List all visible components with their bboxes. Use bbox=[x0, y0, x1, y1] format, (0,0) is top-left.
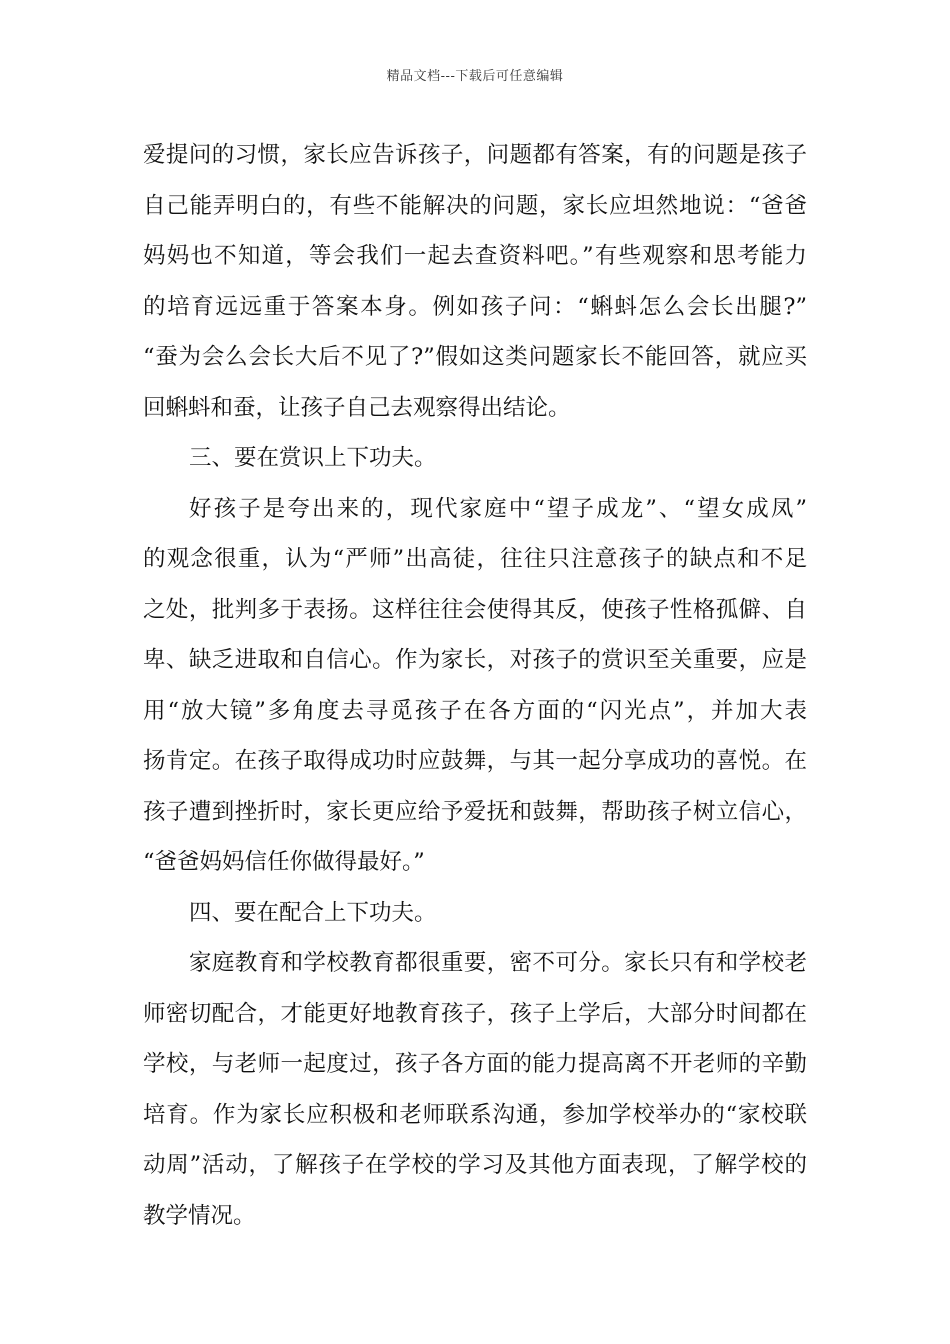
text-line: 扬肯定。在孩子取得成功时应鼓舞，与其一起分享成功的喜悦。在 bbox=[143, 748, 807, 774]
section-heading-4: 四、要在配合上下功夫。 bbox=[189, 899, 437, 926]
text-line: 培育。作为家长应积极和老师联系沟通，参加学校举办的“家校联 bbox=[143, 1101, 807, 1128]
text-line: 回蝌蚪和蚕，让孩子自己去观察得出结论。 bbox=[143, 394, 571, 421]
paragraph-start: 家庭教育和学校教育都很重要，密不可分。家长只有和学校老 bbox=[189, 950, 807, 976]
section-heading-3: 三、要在赏识上下功夫。 bbox=[189, 445, 437, 471]
text-line: 师密切配合，才能更好地教育孩子，孩子上学后，大部分时间都在 bbox=[143, 1000, 807, 1027]
text-line: 爱提问的习惯，家长应告诉孩子，问题都有答案，有的问题是孩子 bbox=[143, 142, 807, 168]
text-line: 的培育远远重于答案本身。例如孩子问：“蝌蚪怎么会长出腿?” bbox=[143, 293, 807, 320]
text-line: 妈妈也不知道，等会我们一起去查资料吧。”有些观察和思考能力 bbox=[143, 243, 807, 269]
text-line: 孩子遭到挫折时，家长更应给予爱抚和鼓舞，帮助孩子树立信心， bbox=[143, 798, 807, 825]
text-line: 自己能弄明白的，有些不能解决的问题，家长应坦然地说：“爸爸 bbox=[143, 192, 807, 219]
text-line: 教学情况。 bbox=[143, 1202, 256, 1229]
page-header: 精品文档---下载后可任意编辑 bbox=[386, 69, 564, 84]
body-text bbox=[143, 130, 807, 1241]
text-line: 动周”活动，了解孩子在学校的学习及其他方面表现，了解学校的 bbox=[143, 1152, 807, 1178]
text-line: 用“放大镜”多角度去寻觅孩子在各方面的“闪光点”，并加大表 bbox=[143, 697, 807, 724]
text-line: 的观念很重，认为“严师”出高徒，往往只注意孩子的缺点和不足 bbox=[143, 546, 807, 572]
text-line: “蚕为会么会长大后不见了?”假如这类问题家长不能回答，就应买 bbox=[143, 344, 807, 370]
text-line: 之处，批判多于表扬。这样往往会使得其反，使孩子性格孤僻、自 bbox=[143, 596, 807, 623]
text-line: 学校，与老师一起度过，孩子各方面的能力提高离不开老师的辛勤 bbox=[143, 1051, 807, 1077]
paragraph-start: 好孩子是夸出来的，现代家庭中“望子成龙”、“望女成凤” bbox=[189, 495, 807, 522]
text-line: 卑、缺乏进取和自信心。作为家长，对孩子的赏识至关重要，应是 bbox=[143, 647, 807, 673]
text-line: “爸爸妈妈信任你做得最好。” bbox=[143, 849, 425, 875]
